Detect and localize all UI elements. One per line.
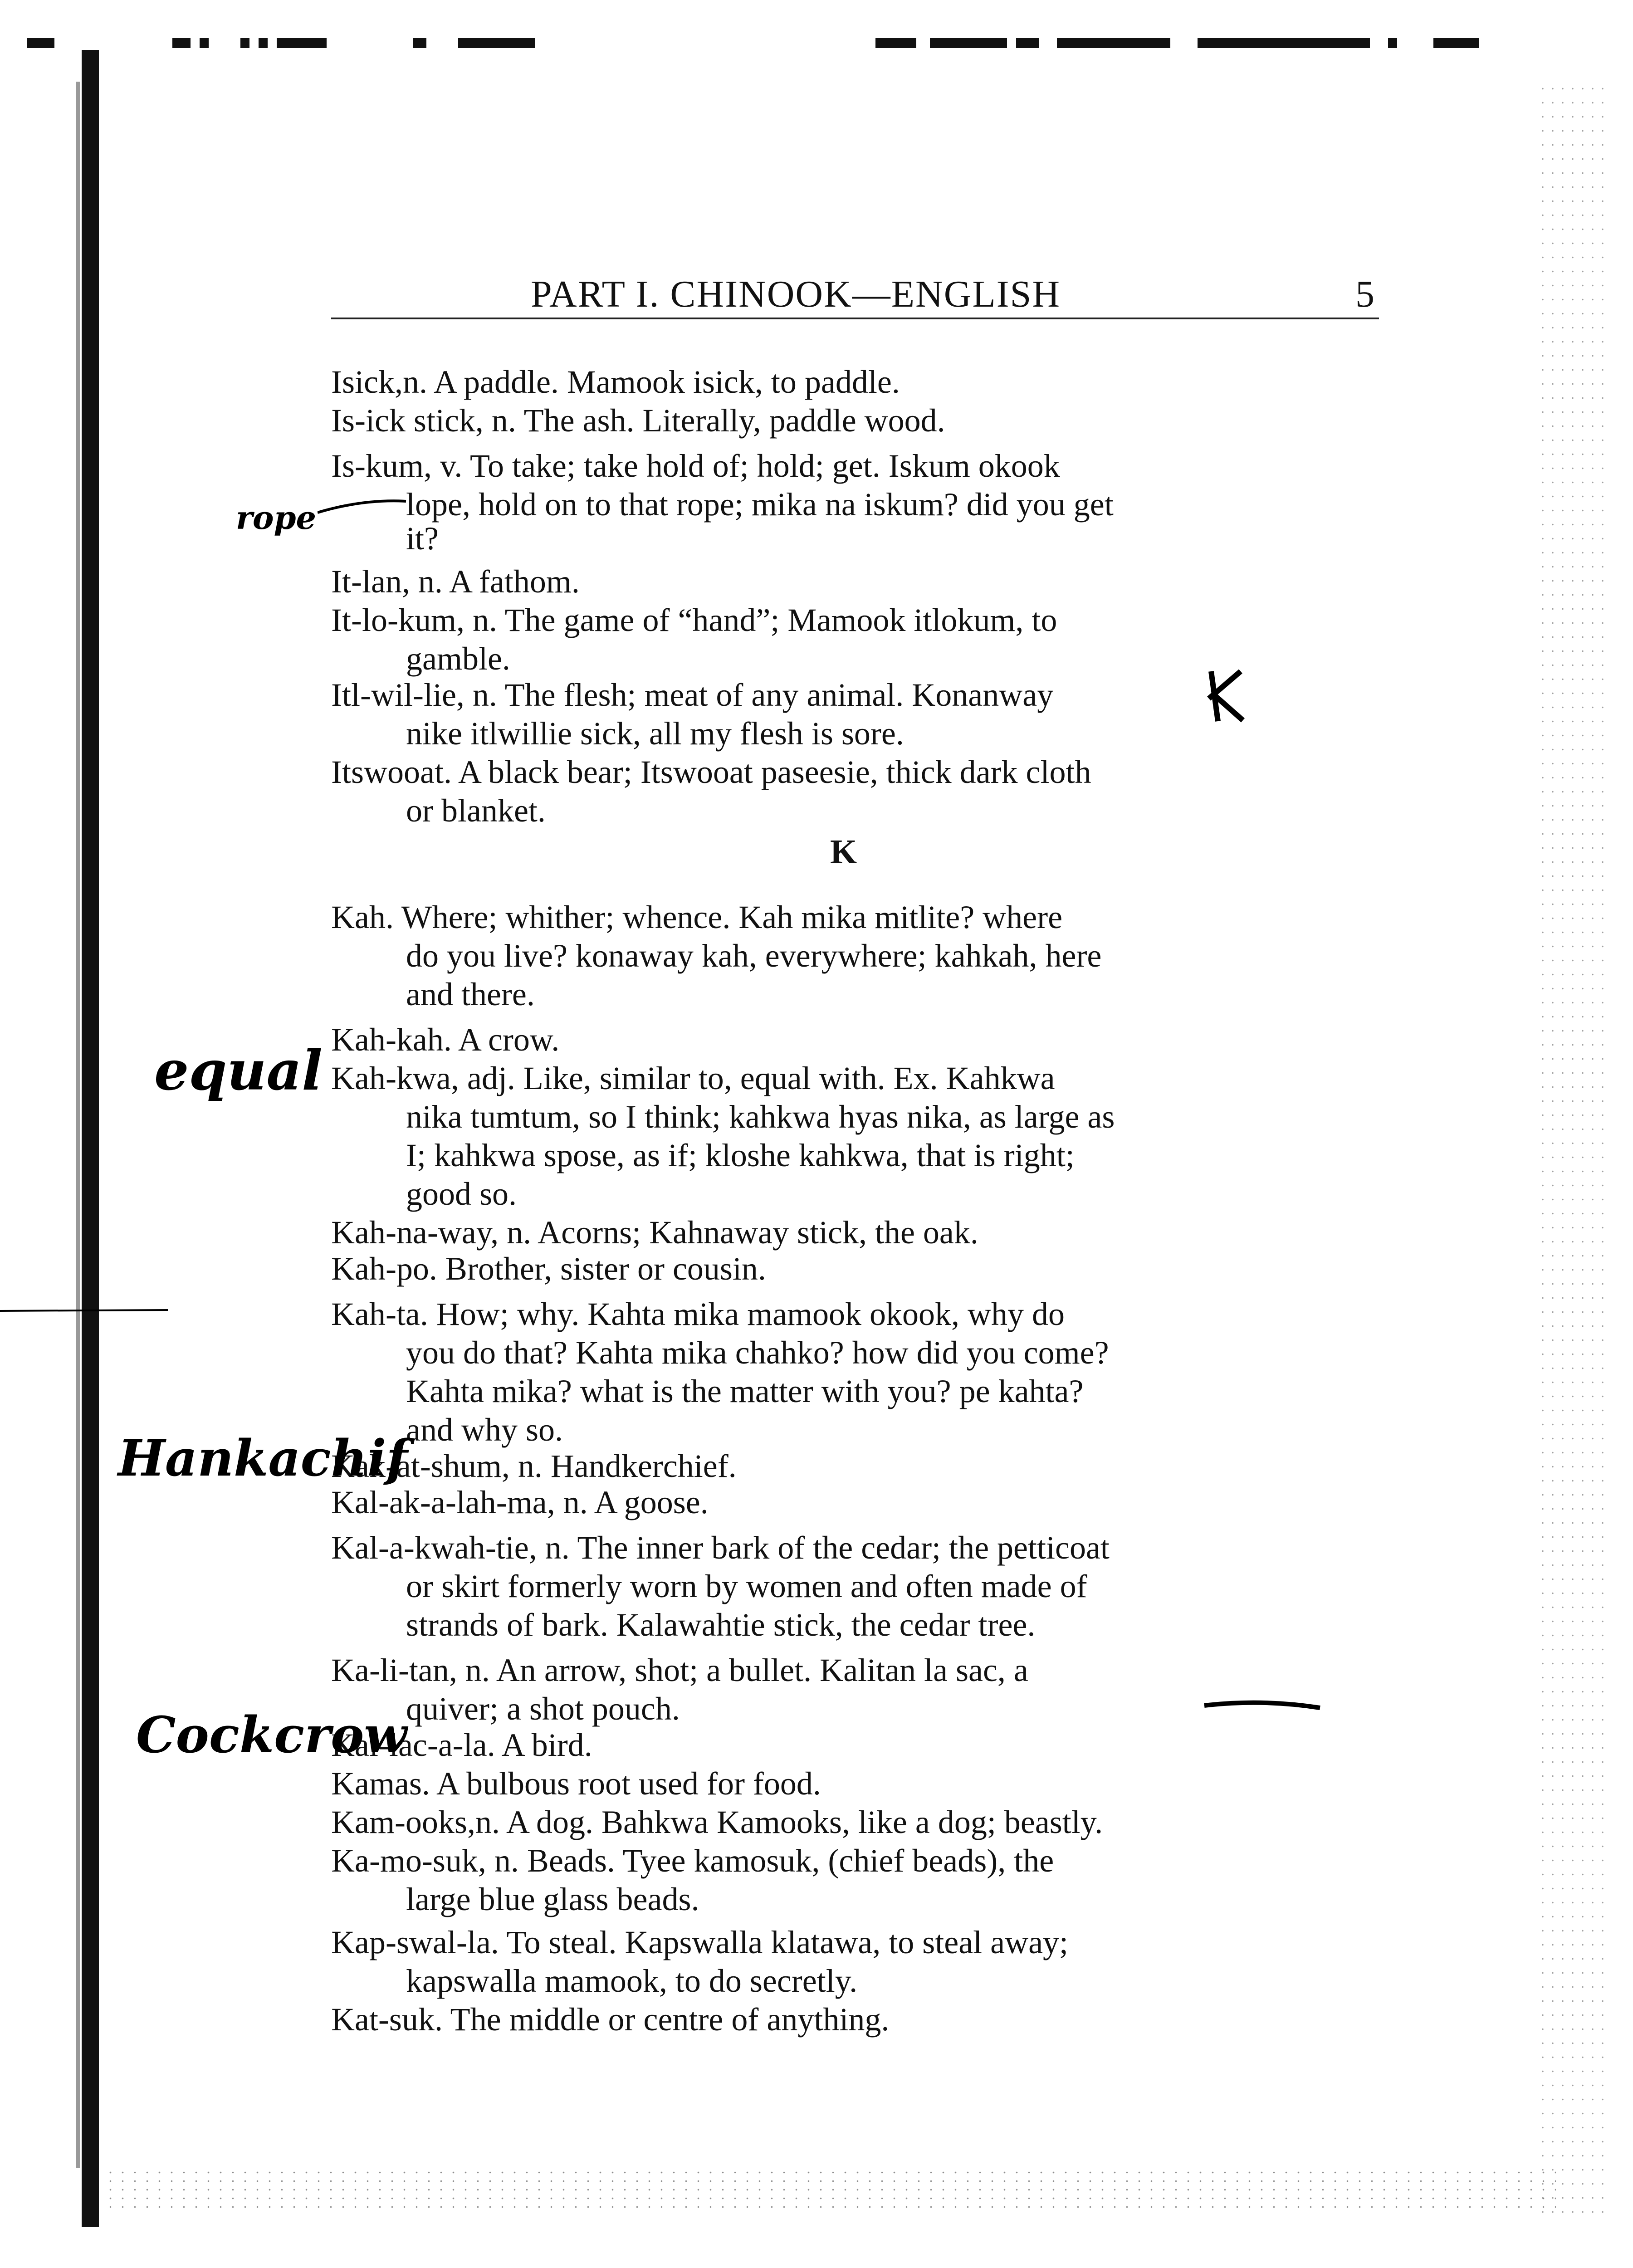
entry-is-ick-stick: Is-ick stick, n. The ash. Literally, paddle wood.	[331, 402, 945, 439]
entry-kah-ta-cont: and why so.	[406, 1412, 563, 1448]
entry-isick: Isick,n. A paddle. Mamook isick, to paddle.	[331, 364, 900, 400]
entry-kah-cont: do you live? konaway kah, everywhere; kahkah, here	[406, 938, 1102, 974]
entry-it-lo-kum-cont: gamble.	[406, 640, 510, 677]
scan-border-left-shadow	[76, 82, 80, 2168]
margin-rule-mark	[0, 1306, 172, 1315]
scan-border-left	[82, 50, 99, 2227]
scan-border-right	[1538, 82, 1606, 2214]
scan-border-top	[0, 35, 1633, 54]
entry-kah-ta-cont: Kahta mika? what is the matter with you? pe kahta?	[406, 1373, 1084, 1409]
entry-is-kum-cont: it?	[406, 520, 439, 557]
handwritten-arrow-line	[318, 494, 408, 522]
entry-kap-swal-la-cont: kapswalla mamook, to do secretly.	[406, 1963, 858, 1999]
entry-kak-at-shum: Kak-at-shum, n. Handkerchief.	[331, 1448, 737, 1484]
entry-kah: Kah. Where; whither; whence. Kah mika mitlite? where	[331, 899, 1063, 935]
entry-kah-ta: Kah-ta. How; why. Kahta mika mamook okook, why do	[331, 1296, 1065, 1332]
entry-kal-a-kwah-tie-cont: strands of bark. Kalawahtie stick, the cedar tree.	[406, 1607, 1036, 1643]
handwritten-underline	[1202, 1696, 1325, 1715]
entry-kah-kah: Kah-kah. A crow.	[331, 1022, 560, 1058]
entry-it-lan: It-lan, n. A fathom.	[331, 563, 580, 600]
entry-kah-kwa-cont: good so.	[406, 1176, 517, 1212]
section-letter: K	[830, 833, 857, 871]
scan-border-bottom	[104, 2168, 1556, 2209]
entry-is-kum-cont: lope, hold on to that rope; mika na iskum? did you get	[406, 486, 1114, 523]
entry-kah-kwa-cont: I; kahkwa spose, as if; kloshe kahkwa, that is right;	[406, 1137, 1075, 1173]
entry-ka-li-tan-cont: quiver; a shot pouch.	[406, 1691, 680, 1727]
running-header	[331, 272, 1379, 319]
entry-kam-ooks: Kam-ooks,n. A dog. Bahkwa Kamooks, like a dog; beastly.	[331, 1804, 1103, 1840]
entry-ka-mo-suk: Ka-mo-suk, n. Beads. Tyee kamosuk, (chief beads), the	[331, 1843, 1054, 1879]
entry-kal-ak-a-lah-ma: Kal-ak-a-lah-ma, n. A goose.	[331, 1484, 709, 1520]
entry-kal-a-kwah-tie-cont: or skirt formerly worn by women and often made of	[406, 1568, 1087, 1604]
entry-ka-mo-suk-cont: large blue glass beads.	[406, 1881, 699, 1917]
entry-it-lo-kum: It-lo-kum, n. The game of “hand”; Mamook itlokum, to	[331, 602, 1057, 638]
handwritten-note-rope: rope	[236, 499, 317, 537]
entry-is-kum: Is-kum, v. To take; take hold of; hold; get. Iskum okook	[331, 448, 1060, 484]
handwritten-note-cockcrow: Cockcrow	[136, 1706, 407, 1764]
entry-kah-kwa-cont: nika tumtum, so I think; kahkwa hyas nika, as large as	[406, 1099, 1115, 1135]
entry-kamas: Kamas. A bulbous root used for food.	[331, 1765, 821, 1802]
entry-kah-na-way: Kah-na-way, n. Acorns; Kahnaway stick, the oak.	[331, 1214, 978, 1251]
entry-ka-li-tan: Ka-li-tan, n. An arrow, shot; a bullet. Kalitan la sac, a	[331, 1652, 1028, 1688]
handwritten-note-equal: equal	[154, 1039, 323, 1103]
page-number: 5	[1355, 273, 1374, 315]
handwritten-k-overwrite	[1198, 667, 1247, 726]
entry-itswooat: Itswooat. A black bear; Itswooat paseesie, thick dark cloth	[331, 754, 1091, 790]
entry-kap-swal-la: Kap-swal-la. To steal. Kapswalla klatawa, to steal away;	[331, 1924, 1069, 1960]
entry-kah-po: Kah-po. Brother, sister or cousin.	[331, 1251, 766, 1287]
entry-kah-ta-cont: you do that? Kahta mika chahko? how did you come?	[406, 1334, 1109, 1371]
header-title: PART I. CHINOOK—ENGLISH	[531, 273, 1061, 315]
entry-itl-wil-lie: Itl-wil-lie, n. The flesh; meat of any animal. Konanway	[331, 677, 1054, 713]
entry-kal-lac-a-la: Kal-lac-a-la. A bird.	[331, 1727, 592, 1763]
entry-kah-cont: and there.	[406, 976, 535, 1012]
entry-itswooat-cont: or blanket.	[406, 792, 546, 829]
entry-itl-wil-lie-cont: nike itlwillie sick, all my flesh is sore.	[406, 715, 904, 752]
entry-kah-kwa: Kah-kwa, adj. Like, similar to, equal with. Ex. Kahkwa	[331, 1060, 1055, 1096]
entry-kal-a-kwah-tie: Kal-a-kwah-tie, n. The inner bark of the cedar; the petticoat	[331, 1530, 1110, 1566]
handwritten-note-handkerchief: Hankachif	[118, 1429, 408, 1487]
entry-kat-suk: Kat-suk. The middle or centre of anything.	[331, 2001, 890, 2038]
